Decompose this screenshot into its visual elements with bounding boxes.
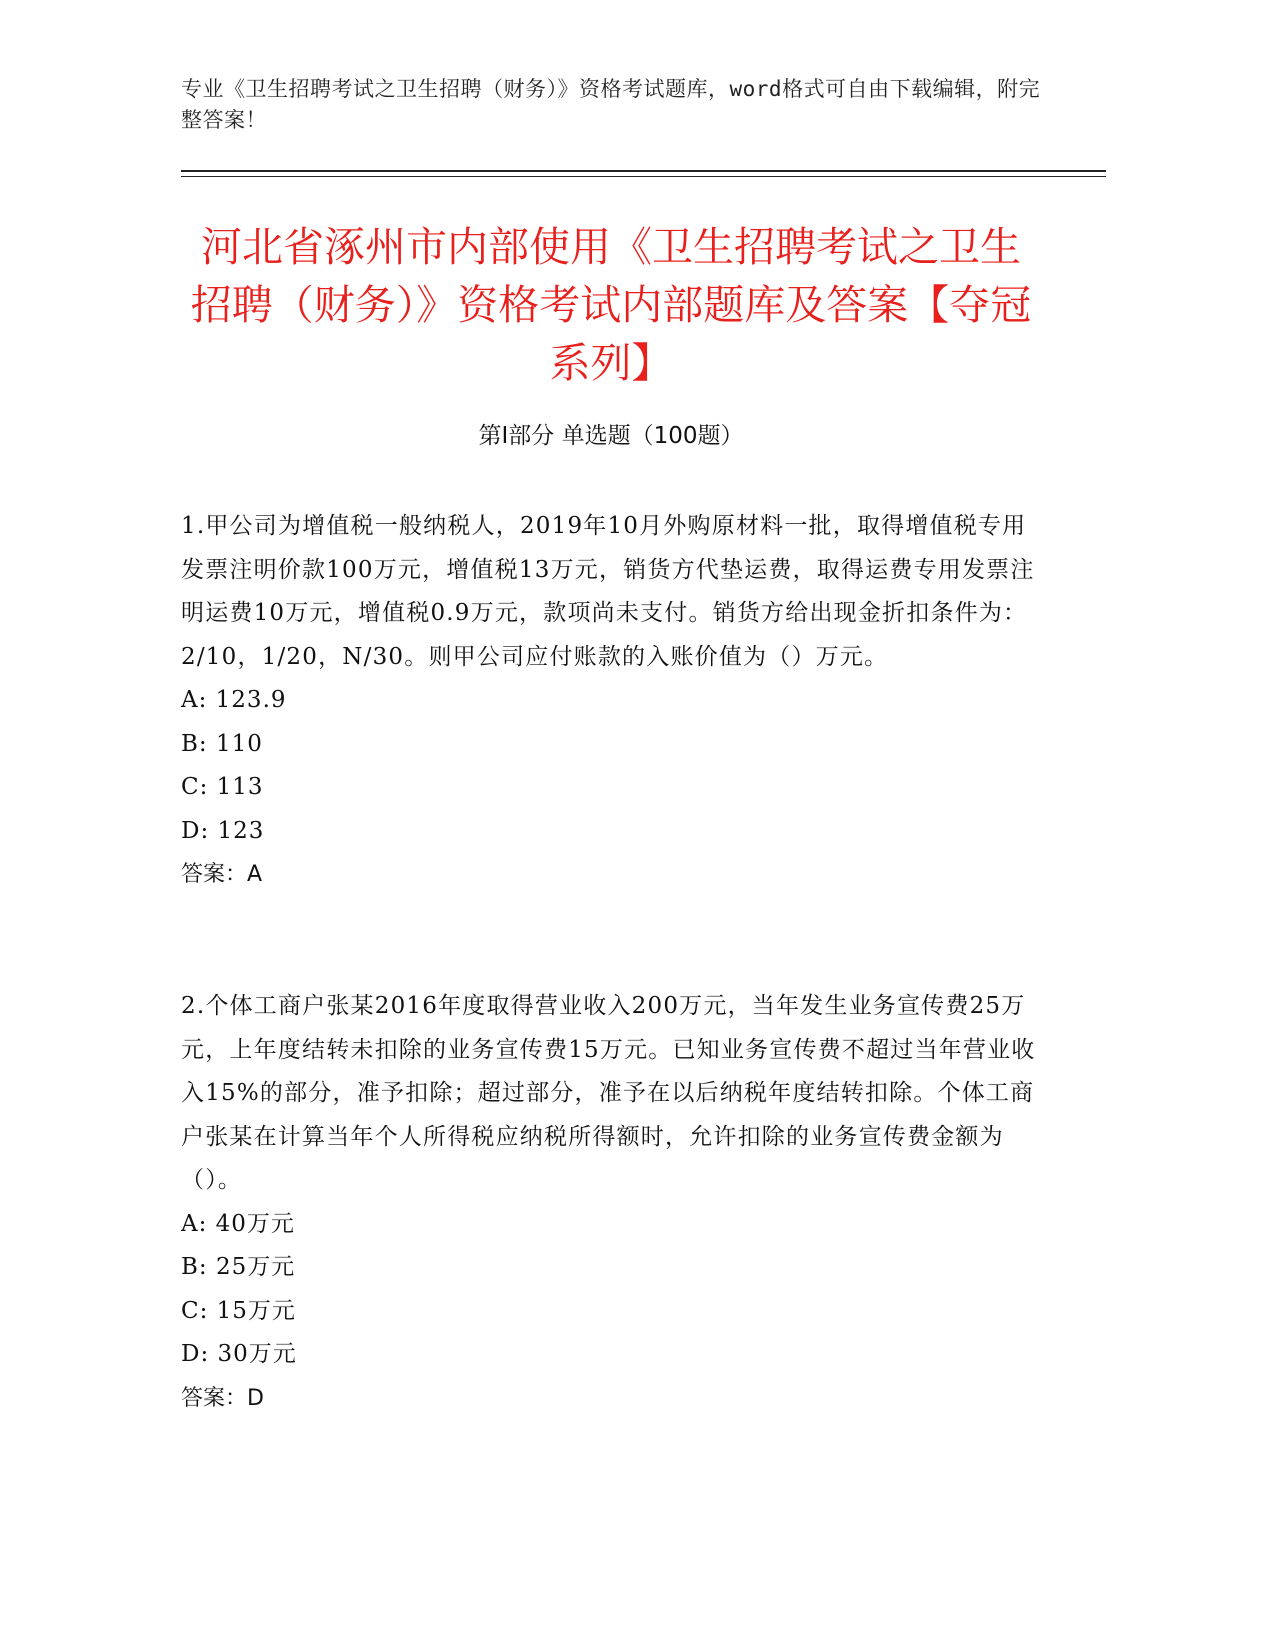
question-stem: 2.个体工商户张某2016年度取得营业收入200万元，当年发生业务宣传费25万元，上年度结转未扣除的业务宣传费15万元。已知业务宣传费不超过当年营业收入15%的部分，准予扣除；超过部分，准予在以后纳税年度结转扣除。个体工商户张某在计算当年个人所得税应纳税所得额时，允许扣除的业务宣传费金额为（）。 [181, 993, 1036, 1193]
option-d: D: 30万元 [181, 1341, 297, 1367]
question-item [181, 505, 1041, 897]
question-stem: 1.甲公司为增值税一般纳税人，2019年10月外购原材料一批，取得增值税专用发票注明价款100万元，增值税13万元，销货方代垫运费，取得运费专用发票注明运费10万元，增值税0.9万元，款项尚未支付。销货方给出现金折扣条件为：2/10，1/20，N/30。则甲公司应付账款的入账价值为（）万元。 [181, 513, 1035, 670]
document-title: 河北省涿州市内部使用《卫生招聘考试之卫生招聘（财务）》资格考试内部题库及答案【夺冠系列】 [190, 223, 1032, 387]
option-d: D: 123 [181, 817, 265, 844]
answer-line: 答案：A [181, 862, 263, 887]
option-a: A: 40万元 [181, 1210, 295, 1237]
option-c: C: 113 [181, 774, 264, 800]
answer-line: 答案：D [181, 1385, 264, 1411]
header-note: 专业《卫生招聘考试之卫生招聘（财务）》资格考试题库，word格式可自由下载编辑，附完整答案！ [181, 77, 1041, 132]
option-a: A: 123.9 [181, 687, 287, 713]
option-b: B: 25万元 [181, 1254, 296, 1280]
header-divider-thick [181, 170, 1106, 172]
question-item [181, 985, 1041, 1420]
section-title: 第I部分 单选题（100题） [478, 423, 744, 449]
option-b: B: 110 [181, 730, 263, 757]
header-divider-thin [181, 176, 1106, 177]
option-c: C: 15万元 [181, 1297, 296, 1324]
